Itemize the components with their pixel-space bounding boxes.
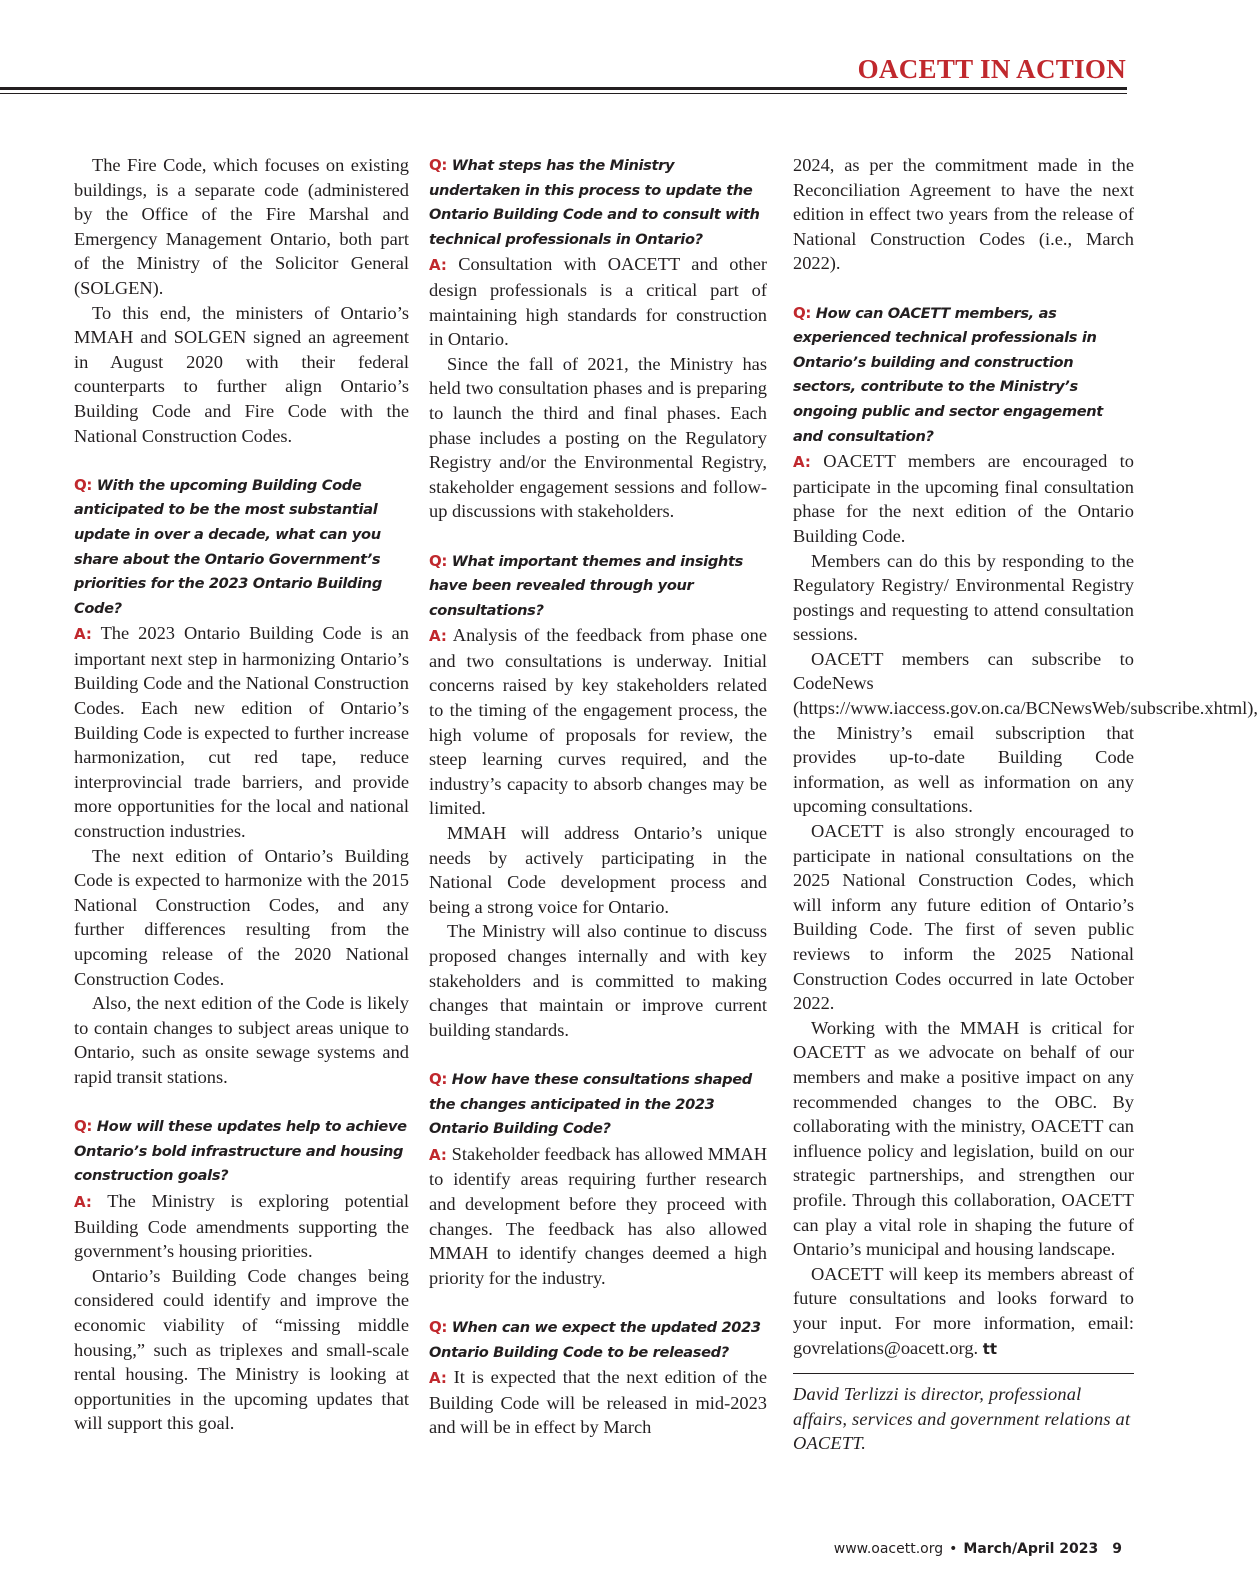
paragraph: 2024, as per the commitment made in the Reconciliation Agreement to have the next edition in effect two years from the release of National Construction Codes (i.e., March 2022). [793,155,1134,274]
author-bio: David Terlizzi is director, professional affairs, services and government relations at OACETT. [793,1384,1131,1454]
question [429,153,767,252]
paragraph: OACETT is also strongly encouraged to participate in national consultations on the 2025 National Construction Codes, which will inform any future edition of Ontario’s Building Code. The first of seven public reviews to inform the 2025 National Construction Codes occurred in late October 2022. [793,821,1134,1014]
answer [429,623,767,821]
paragraph: OACETT members can subscribe to CodeNews (https://www.iaccess.gov.on.ca/BCNewsWeb/subscribe.xhtml), the Ministry’s email subscription that provides up-to-date Building Code information, as well as information on any upcoming consultations. [793,648,1258,817]
question-label: Q: [74,475,93,494]
paragraph: The next edition of Ontario’s Building Code is expected to harmonize with the 2015 National Construction Codes, and any further differences resulting from the upcoming release of the 2020 National Construction Codes. [74,845,409,989]
answer-text: The 2023 Ontario Building Code is an important next step in harmonizing Ontario’s Building Code and the National Construction Codes. Each new edition of Ontario’s Building Code is expected to further increase harmonization, cut red tape, reduce interprovincial trade barriers, and provide more opportunities for the local and national construction industries. [74,623,409,842]
paragraph [793,1262,1134,1361]
question-label: Q: [793,303,812,322]
question-label: Q: [429,156,448,174]
answer [429,252,767,351]
question [74,1114,409,1189]
answer [74,1189,409,1264]
question [429,549,767,624]
page-number: 9 [1112,1541,1122,1557]
answer [74,621,409,843]
header-rule [0,87,1127,90]
answer-text: Analysis of the feedback from phase one and two consultations is underway. Initial concerns raised by key stakeholders related to the timing of the engagement process, the high volume of proposals for review, the steep learning curves required, and the industry’s capacity to absorb changes may be limited. [429,625,767,819]
answer-text: It is expected that the next edition of the Building Code will be released in mid-2023 and will be in effect by March [429,1367,767,1438]
question [74,473,409,622]
question [429,1067,767,1142]
question-label: Q: [429,551,448,570]
answer-label: A: [74,625,92,644]
question-text: How have these consultations shaped the changes anticipated in the 2023 Ontario Building Code? [429,1070,752,1138]
answer [429,1142,767,1291]
answer-label: A: [429,1145,447,1164]
header-rule-thin [0,93,1127,94]
question-label: Q: [74,1117,93,1136]
footer-separator: • [949,1541,958,1557]
question [429,1315,767,1365]
question-text: With the upcoming Building Code anticipated to be the most substantial update in over a decade, what can you share about the Ontario Government’s priorities for the 2023 Ontario Building Code? [74,476,382,617]
page-footer [834,1541,1122,1557]
end-mark-icon: tt [982,1339,998,1358]
answer [793,449,1134,548]
question-label: Q: [429,1069,448,1088]
paragraph: MMAH will address Ontario’s unique needs by actively participating in the National Code development process and being a strong voice for Ontario. [429,823,767,917]
paragraph: To this end, the ministers of Ontario’s MMAH and SOLGEN signed an agreement in August 2020 with their federal counterparts to further align Ontario’s Building Code and Fire Code with the National Construction Codes. [74,302,409,446]
column-1 [74,153,409,1436]
footer-issue: March/April 2023 [963,1541,1099,1557]
paragraph: The Ministry will also continue to discuss proposed changes internally and with key stakeholders and is committed to making changes that maintain or improve current building standards. [429,921,767,1040]
answer-label: A: [429,256,447,275]
column-2 [429,153,767,1440]
answer-label: A: [74,1192,92,1211]
answer-text: The Ministry is exploring potential Building Code amendments supporting the government’s housing priorities. [74,1190,410,1262]
question [793,301,1134,450]
paragraph: Working with the MMAH is critical for OACETT as we advocate on behalf of our members and make a positive impact on any recommended changes to the OBC. By collaborating with the ministry, OACETT can influence policy and legislation, build on our strategic partnerships, and strengthen our profile. Through this collaboration, OACETT can play a vital role in shaping the future of Ontario’s municipal and housing landscape. [793,1017,1134,1260]
signature-divider [793,1373,1134,1374]
answer-text: Consultation with OACETT and other design professionals is a critical part of maintaining high standards for construction in Ontario. [429,254,767,350]
paragraph: Since the fall of 2021, the Ministry has held two consultation phases and is preparing to launch the third and final phases. Each phase includes a posting on the Regulatory Registry and/or the Environmental Registry, stakeholder engagement sessions and follow-up discussions with stakeholders. [429,353,767,522]
column-3 [793,153,1258,1456]
answer [429,1365,767,1440]
closing-text: OACETT will keep its members abreast of future consultations and looks forward to your input. For more information, email: govrelations@oacett.org. [793,1263,1134,1358]
question-text: What important themes and insights have been revealed through your consultations? [429,552,743,619]
footer-website: www.oacett.org [833,1541,944,1557]
paragraph: Members can do this by responding to the Regulatory Registry/ Environmental Registry postings and requesting to attend consultation sessions. [793,550,1134,645]
question-text: When can we expect the updated 2023 Ontario Building Code to be released? [429,1318,761,1361]
paragraph: Also, the next edition of the Code is likely to contain changes to subject areas unique to Ontario, such as onsite sewage systems and rapid transit stations. [74,993,409,1087]
paragraph: Ontario’s Building Code changes being considered could identify and improve the economic viability of “missing middle housing,” such as triplexes and small-scale rental housing. The Ministry is looking at opportunities in the upcoming updates that will support this goal. [74,1265,409,1434]
answer-text: Stakeholder feedback has allowed MMAH to identify areas requiring further research and development before they proceed with changes. The feedback has also allowed MMAH to identify changes deemed a high priority for the industry. [429,1143,767,1288]
section-title: OACETT IN ACTION [857,54,1126,84]
question-label: Q: [429,1317,448,1336]
answer-label: A: [793,453,811,472]
question-text: What steps has the Ministry undertaken in this process to update the Ontario Building Code and to consult with technical professionals in Ontario? [429,157,760,248]
answer-label: A: [429,627,447,646]
question-text: How will these updates help to achieve Ontario’s bold infrastructure and housing construction goals? [74,1118,407,1185]
paragraph: The Fire Code, which focuses on existing buildings, is a separate code (administered by the Office of the Fire Marshal and Emergency Management Ontario, both part of the Ministry of the Solicitor General (SOLGEN). [74,155,409,298]
answer-text: OACETT members are encouraged to participate in the upcoming final consultation phase for the next edition of the Ontario Building Code. [793,451,1134,546]
answer-label: A: [429,1369,447,1388]
question-text: How can OACETT members, as experienced technical professionals in Ontario’s building and construction sectors, contribute to the Ministry’s ongoing public and sector engagement and consultation? [793,304,1103,445]
